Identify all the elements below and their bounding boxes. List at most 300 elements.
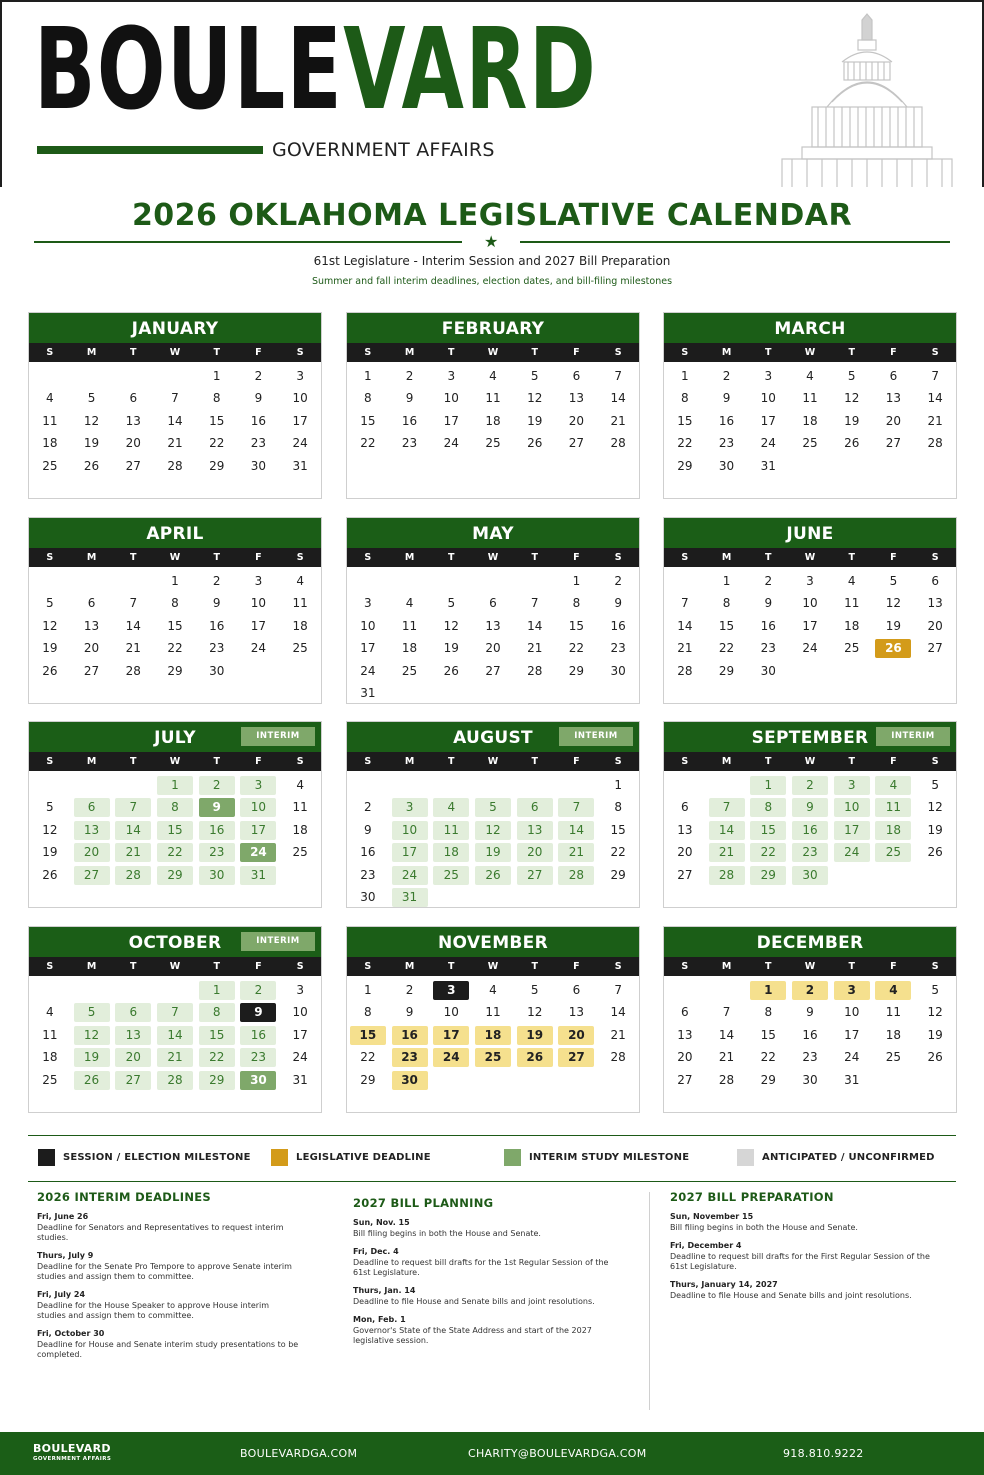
day-cell-interim[interactable]: [112, 1047, 154, 1070]
day-cell[interactable]: [238, 615, 280, 638]
day-cell[interactable]: [347, 797, 389, 820]
day-cell-interim[interactable]: [154, 1047, 196, 1070]
day-cell[interactable]: [914, 410, 956, 433]
day-cell-interim[interactable]: [238, 979, 280, 1002]
day-cell-interim[interactable]: [430, 842, 472, 865]
day-cell[interactable]: [29, 797, 71, 820]
day-cell[interactable]: [789, 410, 831, 433]
day-cell-interim[interactable]: [747, 864, 789, 887]
day-cell-interim[interactable]: [238, 797, 280, 820]
day-cell[interactable]: [347, 660, 389, 683]
day-cell[interactable]: [347, 842, 389, 865]
day-cell[interactable]: [597, 797, 639, 820]
day-cell[interactable]: [472, 660, 514, 683]
day-cell[interactable]: [29, 593, 71, 616]
day-cell[interactable]: [556, 660, 598, 683]
day-cell[interactable]: [279, 593, 321, 616]
day-cell-interim-milestone[interactable]: [238, 842, 280, 865]
day-cell-interim[interactable]: [196, 979, 238, 1002]
day-cell[interactable]: [279, 638, 321, 661]
day-cell[interactable]: [664, 819, 706, 842]
day-cell[interactable]: [29, 388, 71, 411]
day-cell-interim[interactable]: [238, 1047, 280, 1070]
day-cell[interactable]: [873, 615, 915, 638]
day-cell[interactable]: [873, 1002, 915, 1025]
day-cell[interactable]: [664, 410, 706, 433]
day-cell[interactable]: [706, 660, 748, 683]
day-cell[interactable]: [29, 410, 71, 433]
day-cell[interactable]: [112, 433, 154, 456]
day-cell[interactable]: [514, 638, 556, 661]
day-cell[interactable]: [831, 615, 873, 638]
day-cell-interim[interactable]: [831, 819, 873, 842]
day-cell[interactable]: [831, 433, 873, 456]
day-cell[interactable]: [472, 410, 514, 433]
day-cell-interim[interactable]: [112, 842, 154, 865]
day-cell-interim[interactable]: [789, 842, 831, 865]
day-cell[interactable]: [71, 593, 113, 616]
day-cell[interactable]: [279, 388, 321, 411]
day-cell[interactable]: [347, 864, 389, 887]
day-cell[interactable]: [664, 1024, 706, 1047]
day-cell[interactable]: [279, 1069, 321, 1092]
day-cell[interactable]: [196, 615, 238, 638]
day-cell-interim[interactable]: [472, 842, 514, 865]
day-cell-interim[interactable]: [430, 864, 472, 887]
day-cell[interactable]: [29, 1069, 71, 1092]
day-cell[interactable]: [706, 615, 748, 638]
day-cell[interactable]: [279, 842, 321, 865]
day-cell[interactable]: [514, 1002, 556, 1025]
day-cell[interactable]: [279, 410, 321, 433]
day-cell[interactable]: [706, 1024, 748, 1047]
day-cell[interactable]: [196, 638, 238, 661]
day-cell[interactable]: [347, 615, 389, 638]
day-cell[interactable]: [914, 774, 956, 797]
day-cell[interactable]: [747, 1069, 789, 1092]
day-cell[interactable]: [831, 1024, 873, 1047]
day-cell[interactable]: [29, 638, 71, 661]
day-cell[interactable]: [831, 410, 873, 433]
day-cell-interim[interactable]: [196, 819, 238, 842]
day-cell[interactable]: [747, 1047, 789, 1070]
day-cell[interactable]: [706, 593, 748, 616]
day-cell[interactable]: [747, 660, 789, 683]
day-cell[interactable]: [914, 1002, 956, 1025]
day-cell-interim[interactable]: [873, 842, 915, 865]
day-cell-interim[interactable]: [71, 1047, 113, 1070]
day-cell[interactable]: [831, 593, 873, 616]
day-cell[interactable]: [597, 593, 639, 616]
day-cell[interactable]: [29, 1024, 71, 1047]
day-cell[interactable]: [831, 1002, 873, 1025]
day-cell-interim[interactable]: [71, 864, 113, 887]
day-cell[interactable]: [347, 433, 389, 456]
day-cell[interactable]: [664, 593, 706, 616]
day-cell-interim[interactable]: [831, 774, 873, 797]
day-cell[interactable]: [597, 433, 639, 456]
day-cell[interactable]: [196, 365, 238, 388]
day-cell[interactable]: [597, 570, 639, 593]
day-cell[interactable]: [514, 365, 556, 388]
day-cell[interactable]: [914, 1047, 956, 1070]
day-cell[interactable]: [597, 388, 639, 411]
day-cell[interactable]: [29, 433, 71, 456]
day-cell-interim[interactable]: [112, 797, 154, 820]
day-cell[interactable]: [430, 615, 472, 638]
day-cell-interim[interactable]: [430, 797, 472, 820]
day-cell[interactable]: [154, 593, 196, 616]
day-cell[interactable]: [279, 774, 321, 797]
day-cell[interactable]: [831, 570, 873, 593]
day-cell[interactable]: [112, 638, 154, 661]
day-cell-interim[interactable]: [556, 819, 598, 842]
day-cell[interactable]: [238, 365, 280, 388]
day-cell[interactable]: [154, 615, 196, 638]
day-cell[interactable]: [831, 388, 873, 411]
day-cell[interactable]: [747, 388, 789, 411]
day-cell[interactable]: [664, 864, 706, 887]
day-cell[interactable]: [873, 410, 915, 433]
day-cell-interim[interactable]: [71, 1024, 113, 1047]
day-cell[interactable]: [747, 638, 789, 661]
day-cell-interim[interactable]: [706, 864, 748, 887]
day-cell[interactable]: [789, 388, 831, 411]
day-cell[interactable]: [71, 638, 113, 661]
day-cell-interim[interactable]: [747, 819, 789, 842]
day-cell[interactable]: [664, 1002, 706, 1025]
day-cell[interactable]: [664, 615, 706, 638]
day-cell[interactable]: [873, 388, 915, 411]
day-cell[interactable]: [514, 615, 556, 638]
day-cell[interactable]: [747, 1024, 789, 1047]
day-cell[interactable]: [706, 433, 748, 456]
day-cell-interim[interactable]: [389, 864, 431, 887]
day-cell[interactable]: [389, 410, 431, 433]
day-cell[interactable]: [472, 593, 514, 616]
day-cell-interim[interactable]: [238, 819, 280, 842]
day-cell[interactable]: [664, 433, 706, 456]
day-cell[interactable]: [831, 1047, 873, 1070]
day-cell-interim[interactable]: [196, 842, 238, 865]
day-cell[interactable]: [29, 842, 71, 865]
day-cell[interactable]: [789, 1069, 831, 1092]
day-cell-interim[interactable]: [154, 819, 196, 842]
day-cell-interim[interactable]: [514, 842, 556, 865]
day-cell-interim[interactable]: [747, 797, 789, 820]
day-cell[interactable]: [597, 1002, 639, 1025]
day-cell[interactable]: [238, 593, 280, 616]
day-cell[interactable]: [71, 388, 113, 411]
day-cell[interactable]: [514, 979, 556, 1002]
day-cell[interactable]: [112, 410, 154, 433]
day-cell[interactable]: [706, 388, 748, 411]
day-cell-interim-milestone[interactable]: [196, 797, 238, 820]
day-cell-interim[interactable]: [71, 1002, 113, 1025]
day-cell-deadline[interactable]: [873, 638, 915, 661]
day-cell[interactable]: [914, 593, 956, 616]
day-cell[interactable]: [914, 638, 956, 661]
day-cell[interactable]: [71, 615, 113, 638]
day-cell[interactable]: [347, 1069, 389, 1092]
day-cell-interim[interactable]: [196, 864, 238, 887]
day-cell[interactable]: [154, 433, 196, 456]
day-cell[interactable]: [430, 593, 472, 616]
day-cell[interactable]: [914, 388, 956, 411]
day-cell[interactable]: [664, 388, 706, 411]
day-cell[interactable]: [706, 1047, 748, 1070]
day-cell-interim[interactable]: [154, 1024, 196, 1047]
day-cell[interactable]: [597, 365, 639, 388]
day-cell[interactable]: [71, 410, 113, 433]
day-cell-interim[interactable]: [514, 819, 556, 842]
day-cell[interactable]: [873, 365, 915, 388]
day-cell-interim[interactable]: [238, 774, 280, 797]
day-cell-interim[interactable]: [196, 1002, 238, 1025]
day-cell[interactable]: [347, 593, 389, 616]
day-cell[interactable]: [389, 1002, 431, 1025]
day-cell[interactable]: [556, 433, 598, 456]
day-cell[interactable]: [472, 433, 514, 456]
day-cell[interactable]: [556, 570, 598, 593]
day-cell-interim[interactable]: [112, 1024, 154, 1047]
day-cell-interim[interactable]: [472, 797, 514, 820]
day-cell[interactable]: [279, 365, 321, 388]
day-cell[interactable]: [154, 455, 196, 478]
day-cell[interactable]: [789, 433, 831, 456]
day-cell[interactable]: [430, 638, 472, 661]
day-cell-interim[interactable]: [112, 819, 154, 842]
day-cell-interim[interactable]: [154, 1002, 196, 1025]
day-cell[interactable]: [747, 593, 789, 616]
day-cell[interactable]: [597, 819, 639, 842]
day-cell[interactable]: [514, 388, 556, 411]
day-cell-interim[interactable]: [789, 774, 831, 797]
day-cell[interactable]: [597, 774, 639, 797]
day-cell[interactable]: [29, 864, 71, 887]
day-cell[interactable]: [196, 410, 238, 433]
day-cell[interactable]: [664, 1047, 706, 1070]
day-cell[interactable]: [597, 660, 639, 683]
day-cell-interim[interactable]: [196, 774, 238, 797]
footer-website-link[interactable]: BOULEVARDGA.COM: [240, 1447, 358, 1460]
day-cell[interactable]: [514, 593, 556, 616]
day-cell-interim[interactable]: [71, 842, 113, 865]
day-cell[interactable]: [597, 410, 639, 433]
day-cell-interim[interactable]: [154, 842, 196, 865]
day-cell[interactable]: [238, 433, 280, 456]
day-cell[interactable]: [112, 615, 154, 638]
day-cell-interim[interactable]: [238, 864, 280, 887]
day-cell[interactable]: [789, 593, 831, 616]
day-cell[interactable]: [279, 1047, 321, 1070]
day-cell-interim[interactable]: [389, 842, 431, 865]
day-cell[interactable]: [664, 1069, 706, 1092]
day-cell[interactable]: [789, 1002, 831, 1025]
day-cell[interactable]: [556, 388, 598, 411]
day-cell[interactable]: [347, 638, 389, 661]
day-cell[interactable]: [347, 887, 389, 910]
day-cell[interactable]: [664, 842, 706, 865]
day-cell-session[interactable]: [238, 1002, 280, 1025]
day-cell-interim[interactable]: [154, 774, 196, 797]
day-cell-anticipated[interactable]: [556, 1024, 598, 1047]
day-cell[interactable]: [789, 365, 831, 388]
day-cell[interactable]: [514, 660, 556, 683]
day-cell[interactable]: [597, 1047, 639, 1070]
day-cell-interim[interactable]: [112, 1069, 154, 1092]
day-cell[interactable]: [430, 365, 472, 388]
day-cell-anticipated[interactable]: [389, 1069, 431, 1092]
day-cell[interactable]: [472, 1002, 514, 1025]
day-cell[interactable]: [873, 433, 915, 456]
day-cell[interactable]: [389, 433, 431, 456]
day-cell[interactable]: [196, 433, 238, 456]
day-cell[interactable]: [831, 365, 873, 388]
day-cell[interactable]: [597, 615, 639, 638]
day-cell[interactable]: [347, 1002, 389, 1025]
day-cell-interim[interactable]: [789, 797, 831, 820]
day-cell[interactable]: [706, 638, 748, 661]
day-cell[interactable]: [914, 1024, 956, 1047]
day-cell[interactable]: [29, 1047, 71, 1070]
day-cell[interactable]: [873, 1047, 915, 1070]
day-cell[interactable]: [430, 1002, 472, 1025]
day-cell[interactable]: [747, 365, 789, 388]
day-cell[interactable]: [914, 615, 956, 638]
day-cell[interactable]: [873, 593, 915, 616]
day-cell[interactable]: [238, 388, 280, 411]
day-cell[interactable]: [664, 365, 706, 388]
day-cell[interactable]: [71, 433, 113, 456]
day-cell[interactable]: [556, 615, 598, 638]
day-cell-anticipated[interactable]: [389, 1024, 431, 1047]
day-cell-interim[interactable]: [831, 797, 873, 820]
day-cell[interactable]: [279, 570, 321, 593]
day-cell[interactable]: [914, 365, 956, 388]
day-cell[interactable]: [706, 570, 748, 593]
day-cell[interactable]: [914, 819, 956, 842]
day-cell-interim[interactable]: [196, 1024, 238, 1047]
day-cell-interim[interactable]: [389, 797, 431, 820]
day-cell[interactable]: [597, 842, 639, 865]
day-cell-interim[interactable]: [196, 1047, 238, 1070]
day-cell[interactable]: [747, 1002, 789, 1025]
day-cell[interactable]: [706, 455, 748, 478]
day-cell-interim[interactable]: [873, 819, 915, 842]
day-cell[interactable]: [664, 455, 706, 478]
day-cell[interactable]: [914, 570, 956, 593]
day-cell[interactable]: [389, 593, 431, 616]
day-cell-interim[interactable]: [747, 774, 789, 797]
day-cell-interim[interactable]: [514, 864, 556, 887]
day-cell-interim[interactable]: [238, 1024, 280, 1047]
day-cell[interactable]: [789, 570, 831, 593]
day-cell[interactable]: [389, 388, 431, 411]
day-cell[interactable]: [706, 1002, 748, 1025]
day-cell[interactable]: [914, 979, 956, 1002]
day-cell-interim[interactable]: [389, 819, 431, 842]
day-cell[interactable]: [29, 615, 71, 638]
day-cell-interim[interactable]: [873, 797, 915, 820]
day-cell-interim[interactable]: [112, 864, 154, 887]
day-cell[interactable]: [556, 410, 598, 433]
day-cell-interim[interactable]: [154, 1069, 196, 1092]
day-cell[interactable]: [347, 1047, 389, 1070]
day-cell[interactable]: [112, 388, 154, 411]
day-cell-interim[interactable]: [430, 819, 472, 842]
day-cell-interim[interactable]: [112, 1002, 154, 1025]
day-cell-anticipated[interactable]: [389, 1047, 431, 1070]
day-cell[interactable]: [347, 683, 389, 706]
day-cell-interim[interactable]: [831, 842, 873, 865]
day-cell-interim[interactable]: [71, 1069, 113, 1092]
day-cell[interactable]: [514, 433, 556, 456]
day-cell[interactable]: [664, 797, 706, 820]
day-cell[interactable]: [112, 593, 154, 616]
day-cell[interactable]: [597, 864, 639, 887]
day-cell-interim[interactable]: [472, 864, 514, 887]
day-cell[interactable]: [472, 365, 514, 388]
day-cell[interactable]: [279, 1002, 321, 1025]
day-cell-interim[interactable]: [71, 819, 113, 842]
day-cell-interim[interactable]: [472, 819, 514, 842]
day-cell[interactable]: [472, 638, 514, 661]
day-cell-interim-milestone[interactable]: [238, 1069, 280, 1092]
day-cell[interactable]: [279, 455, 321, 478]
day-cell[interactable]: [29, 455, 71, 478]
day-cell[interactable]: [279, 1024, 321, 1047]
footer-email-link[interactable]: CHARITY@BOULEVARDGA.COM: [468, 1447, 647, 1460]
day-cell-anticipated[interactable]: [831, 979, 873, 1002]
day-cell[interactable]: [389, 979, 431, 1002]
day-cell[interactable]: [71, 660, 113, 683]
day-cell[interactable]: [664, 660, 706, 683]
day-cell[interactable]: [556, 638, 598, 661]
day-cell[interactable]: [472, 388, 514, 411]
day-cell[interactable]: [389, 660, 431, 683]
day-cell[interactable]: [597, 1024, 639, 1047]
day-cell-anticipated[interactable]: [556, 1047, 598, 1070]
day-cell-anticipated[interactable]: [472, 1047, 514, 1070]
day-cell[interactable]: [556, 979, 598, 1002]
day-cell[interactable]: [154, 570, 196, 593]
day-cell[interactable]: [556, 593, 598, 616]
day-cell[interactable]: [430, 660, 472, 683]
day-cell[interactable]: [597, 638, 639, 661]
day-cell-interim[interactable]: [556, 864, 598, 887]
day-cell[interactable]: [238, 570, 280, 593]
day-cell[interactable]: [514, 410, 556, 433]
day-cell[interactable]: [389, 615, 431, 638]
day-cell[interactable]: [196, 455, 238, 478]
day-cell[interactable]: [789, 615, 831, 638]
day-cell[interactable]: [71, 455, 113, 478]
day-cell-anticipated[interactable]: [347, 1024, 389, 1047]
day-cell[interactable]: [279, 615, 321, 638]
day-cell[interactable]: [914, 842, 956, 865]
day-cell-interim[interactable]: [789, 864, 831, 887]
day-cell-interim[interactable]: [706, 797, 748, 820]
day-cell[interactable]: [347, 388, 389, 411]
day-cell[interactable]: [196, 570, 238, 593]
day-cell[interactable]: [472, 979, 514, 1002]
day-cell[interactable]: [347, 819, 389, 842]
day-cell[interactable]: [789, 1047, 831, 1070]
day-cell[interactable]: [29, 660, 71, 683]
day-cell[interactable]: [789, 638, 831, 661]
day-cell[interactable]: [347, 365, 389, 388]
